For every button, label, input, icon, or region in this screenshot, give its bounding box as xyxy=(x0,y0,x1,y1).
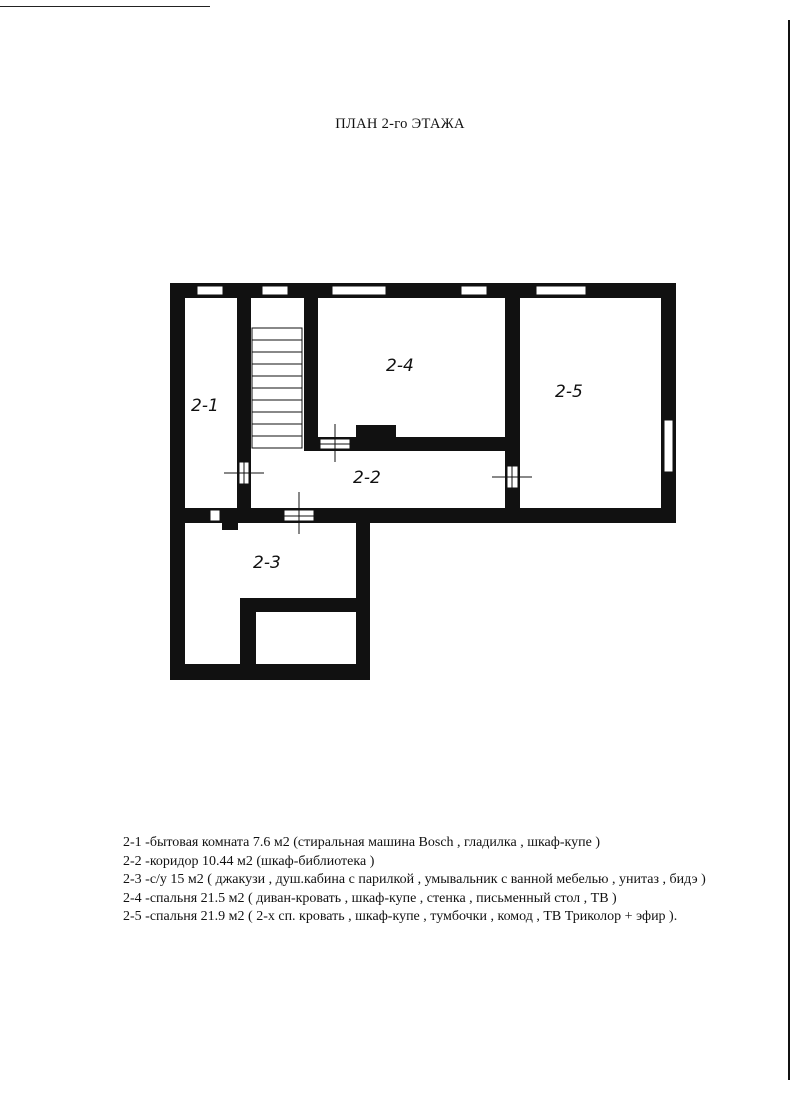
interior-walls xyxy=(222,298,520,530)
plan-title: ПЛАН 2-го ЭТАЖА xyxy=(335,116,465,132)
staircase xyxy=(252,328,302,448)
windows xyxy=(197,286,673,521)
legend-item-2-3: 2-3 -с/у 15 м2 ( джакузи , душ.кабина с парилкой , умывальник с ванной мебелью , унитаз , бидэ ) xyxy=(123,872,706,887)
legend-item-2-5: 2-5 -спальня 21.9 м2 ( 2-х сп. кровать , шкаф-купе , тумбочки , комод , ТВ Триколор + эфир ). xyxy=(123,909,678,924)
room-label-2-4: 2-4 xyxy=(386,356,414,376)
legend-item-2-2: 2-2 -коридор 10.44 м2 (шкаф-библиотека ) xyxy=(123,853,375,869)
room-label-2-5: 2-5 xyxy=(555,382,583,402)
room-label-2-2: 2-2 xyxy=(353,468,381,488)
room-label-2-3: 2-3 xyxy=(253,553,281,573)
room-label-2-1: 2-1 xyxy=(191,396,219,416)
legend-item-2-1: 2-1 -бытовая комната 7.6 м2 (стиральная машина Bosch , гладилка , шкаф-купе ) xyxy=(123,835,600,850)
room-legend xyxy=(123,834,763,927)
legend-item-2-4: 2-4 -спальня 21.5 м2 ( диван-кровать , шкаф-купе , стенка , письменный стол , ТВ ) xyxy=(123,890,617,906)
